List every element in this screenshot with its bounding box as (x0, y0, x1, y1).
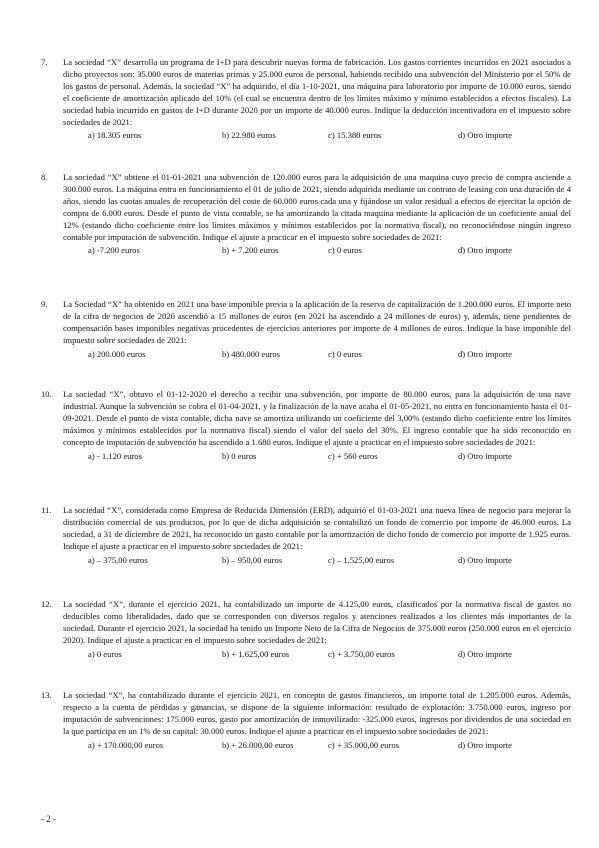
answer-options (88, 739, 571, 752)
question-text: La sociedad “X” obtiene el 01-01-2021 una subvención de 120.000 euros para la adquisición de una maquina cuyo precio de compra asciende a 300.000 euros. La máquina entra en funcionamiento el 01 de julio de 2021, siendo adquirida mediante un contrato de leasing con una duración de 4 años, siendo las cuotas anuales de recuperación del coste de 60.000 euros cada una y fijándose un valor residual a efectos de ejercitar la opción de compra de 6.000 euros. Desde el punto de vista contable, se ha amortizando la citada maquina mediante la aplicación de un coeficiente anual del 12% (estando dicho coeficiente entre los límites máximos y mínimos establecidos por la normativa fiscal), no reconociéndose ningún ingreso contable por imputación de subvención. Indique el ajuste a practicar en el impuesto sobre sociedades de 2021: (63, 172, 571, 242)
option-b: b) 0 euros (222, 450, 257, 461)
option-b: b) 480.000 euros (222, 348, 280, 359)
question-text: La Sociedad “X” ha obtenido en 2021 una base imponible previa a la aplicación de la reserva de capitalización de 1.200.000 euros. El importe neto de la cifra de negocios de 2020 ascendió a 15 millones de euros (en 2021 ha ascendido a 24 millones de euros) y, además, tiene pendientes de compensación bases imponibles negativas procedentes de ejercicios anteriores por importe de 4 millones de euros. Indique la base imponible del impuesto sobre sociedades de 2021: (63, 299, 571, 345)
question-7 (41, 57, 571, 142)
option-a: a) 18.305 euros (88, 130, 142, 141)
question-number: 10. (41, 389, 52, 399)
option-d: d) Otro importe (458, 554, 512, 565)
answer-options (88, 129, 571, 142)
question-number: 11. (41, 505, 52, 515)
option-a: a) 0 euros (88, 648, 122, 659)
question-number: 9. (41, 299, 48, 309)
option-b: b) + 26.000,00 euros (222, 739, 294, 750)
question-8 (41, 172, 571, 257)
question-text: La sociedad “X”, ha contabilizado durante el ejercicio 2021, en concepto de gastos financieros, un importe total de 1.205.000 euros. Además, respecto a la cuenta de pérdidas y ganancias, se dispone de la siguiente información: resultado de explotación: 3.750.000 euros, ingreso por imputación de subvenciones: 175.000 euros, gasto por amortización de inmovilizado: -325.000 euros, ingresos por dividendos de una sociedad en la que participa en un 1% de su capital: 30.000 euros. Indique el ajuste a practicar en el impuesto sobre sociedades de 2021: (63, 690, 571, 736)
answer-options (88, 244, 571, 257)
question-text: La sociedad “X”, obtuvo el 01-12-2020 el derecho a recibir una subvención, por importe de 80.000 euros, para la adquisición de una nave industrial. Aunque la subvención se cobra el 01-04-2021, y la finalización de la nave acaba el 01-05-2021, no entra en funcionamiento hasta el 01-09-2021. Desde el punto de vista contable, dicha nave se amortiza utilizando un coeficiente del 3,00% (estando dicho coeficiente entre los límites máximos y mínimos establecidos por la normativa fiscal) siendo el valor del suelo del 30%. El ingreso contable que ha sido reconocido en concepto de imputación de subvención ha ascendido a 1.680 euros. Indique el ajuste a practicar en el impuesto sobre sociedades de 2021: (63, 389, 571, 447)
answer-options (88, 554, 571, 567)
option-c: c) 15.380 euros (328, 130, 382, 141)
option-d: d) Otro importe (458, 245, 512, 256)
question-text: La sociedad “X”, considerada como Empresa de Reducida Dimensión (ERD), adquirió el 01-03-2021 una nueva línea de negocio para mejorar la distribución comercial de sus productos, por lo que de dicha adquisición se contabilizó un fondo de comercio por importe de 46.000 euros. La sociedad, a 31 de diciembre de 2021, ha reconocido un gasto contable por la amortización de dicho fondo de comercio por importe de 1.925 euros. Indique el ajuste a practicar en el impuesto sobre sociedades de 2021: (63, 505, 571, 551)
question-text: La sociedad “X” desarrolla un programa de I+D para descubrir nuevas forma de fabricación. Los gastos corrientes incurridos en 2021 asociados a dicho proyectos son: 35.000 euros de materias primas y 25.000 euros de personal, habiendo recibido una subvención del Ministerio por el 50% de los gastos de personal. Además, la sociedad “X” ha adquirido, el día 1-10-2021, una máquina para laboratorio por importe de 10.000 euros, siendo el coeficiente de amortización aplicado del 10% (el cual se encuentra dentro de los límites máximo y mínimo establecidos a efectos fiscales). La sociedad había incurrido en gastos de I+D durante 2020 por un importe de 40.000 euros. Indique la deducción incentivadora en el impuesto sobre sociedades de 2021: (63, 57, 571, 127)
option-b: b) + 1.625,00 euros (222, 648, 290, 659)
answer-options (88, 648, 571, 661)
question-number: 7. (41, 57, 48, 67)
option-c: c) – 1.525,00 euros (328, 554, 395, 565)
option-d: d) Otro importe (458, 739, 512, 750)
option-d: d) Otro importe (458, 130, 512, 141)
question-text: La sociedad “X”, durante el ejercicio 2021, ha contabilizado un importe de 4.125,00 euros, clasificados por la normativa fiscal de gastos no deducibles como liberalidades, dado que se corresponden con diversos regalos y atenciones realizados a los clientes más importantes de la sociedad. Durante el ejercicio 2021, la sociedad ha tenido un Importe Neto de la Cifra de Negocios de 375.000 euros (250.000 euros en el ejercicio 2020). Indique el ajuste a practicar en el impuesto sobre sociedades de 2021: (63, 599, 571, 645)
option-c: c) + 560 euros (328, 450, 378, 461)
option-c: c) 0 euros (328, 348, 362, 359)
option-b: b) – 950,00 euros (222, 554, 283, 565)
option-b: b) + 7.200 euros (222, 245, 279, 256)
option-c: c) + 35.000,00 euros (328, 739, 399, 750)
question-13 (41, 690, 571, 752)
option-a: a) – 375,00 euros (88, 554, 148, 565)
question-9 (41, 299, 571, 361)
option-c: c) 0 euros (328, 245, 362, 256)
option-a: a) + 170.000,00 euros (88, 739, 164, 750)
question-number: 13. (41, 690, 52, 700)
option-c: c) + 3.750,00 euros (328, 648, 395, 659)
answer-options (88, 450, 571, 463)
question-number: 8. (41, 172, 48, 182)
option-a: a) -7.200 euros (88, 245, 140, 256)
option-a: a) - 1.120 euros (88, 450, 142, 461)
option-a: a) 200.000 euros (88, 348, 146, 359)
option-d: d) Otro importe (458, 450, 512, 461)
question-10 (41, 389, 571, 463)
answer-options (88, 348, 571, 361)
question-12 (41, 599, 571, 661)
question-11 (41, 505, 571, 567)
option-b: b) 22.980 euros (222, 130, 276, 141)
page-number: - 2 - (41, 814, 56, 824)
question-number: 12. (41, 599, 52, 609)
option-d: d) Otro importe (458, 348, 512, 359)
option-d: d) Otro importe (458, 648, 512, 659)
